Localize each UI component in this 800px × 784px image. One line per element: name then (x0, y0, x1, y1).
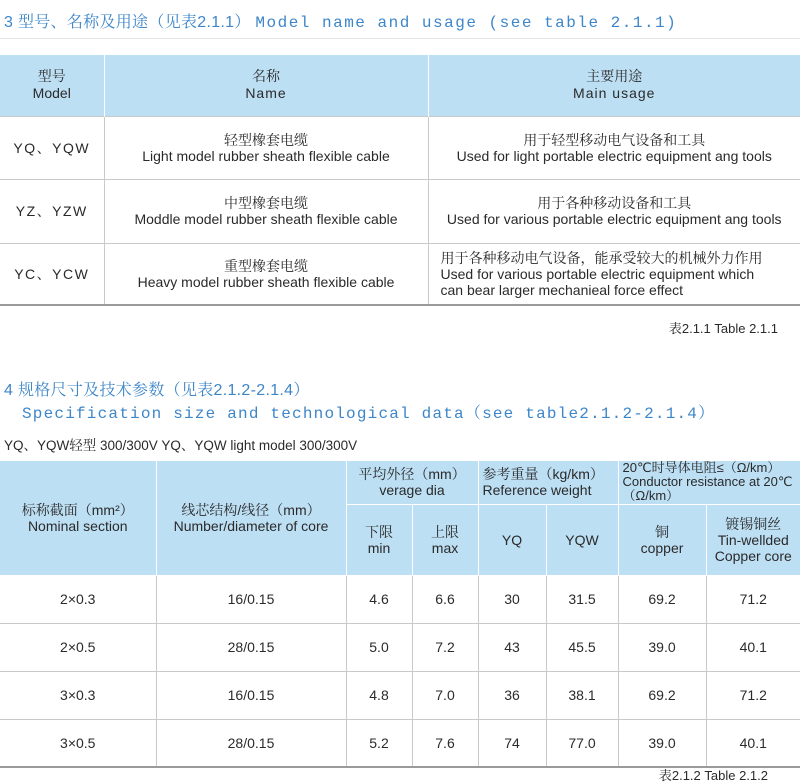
header-section: 标称截面（mm²） Nominal section (0, 461, 156, 575)
section-cell: 3×0.3 (0, 671, 156, 719)
yqw-cell: 77.0 (546, 719, 618, 767)
model-cell: YQ、YQW (0, 116, 104, 179)
copper-cell: 39.0 (618, 719, 706, 767)
max-cell: 7.6 (412, 719, 478, 767)
yqw-cell: 38.1 (546, 671, 618, 719)
table-row (0, 179, 800, 243)
core-cell: 16/0.15 (156, 575, 346, 623)
section3-title-en: Model name and usage (see table 2.1.1) (255, 14, 678, 32)
yqw-cell: 31.5 (546, 575, 618, 623)
header-core: 线芯结构/线径（mm） Number/diameter of core (156, 461, 346, 575)
tin-cell: 71.2 (706, 671, 800, 719)
core-cell: 28/0.15 (156, 719, 346, 767)
max-cell: 7.0 (412, 671, 478, 719)
model-usage-table (0, 55, 800, 306)
table-row (0, 623, 800, 671)
header-usage: 主要用途 Main usage (428, 55, 800, 116)
core-cell: 16/0.15 (156, 671, 346, 719)
usage-cell: 用于各种移动电气设备，能承受较大的机械外力作用 Used for various portable electric equipment which can bear larger mechanieal force effect (428, 243, 800, 305)
model-cell: YZ、YZW (0, 179, 104, 243)
yq-cell: 74 (478, 719, 546, 767)
min-cell: 5.2 (346, 719, 412, 767)
name-cell: 中型橡套电缆 Moddle model rubber sheath flexible cable (104, 179, 428, 243)
header-copper: 铜 copper (618, 504, 706, 575)
header-model: 型号 Model (0, 55, 104, 116)
usage-cell: 用于轻型移动电气设备和工具 Used for light portable electric equipment ang tools (428, 116, 800, 179)
header-dia: 平均外径（mm） verage dia (346, 461, 478, 504)
section3-title (4, 9, 677, 32)
table1-caption: 表2.1.1 Table 2.1.1 (668, 321, 778, 336)
tin-cell: 40.1 (706, 719, 800, 767)
section3-title-cn: 3 型号、名称及用途（见表2.1.1） (4, 14, 251, 31)
yq-cell: 36 (478, 671, 546, 719)
tin-cell: 40.1 (706, 623, 800, 671)
max-cell: 6.6 (412, 575, 478, 623)
name-cell: 重型橡套电缆 Heavy model rubber sheath flexible cable (104, 243, 428, 305)
header-tin: 镀锡铜丝 Tin-wellded Copper core (706, 504, 800, 575)
copper-cell: 69.2 (618, 575, 706, 623)
model-cell: YC、YCW (0, 243, 104, 305)
table-row (0, 243, 800, 305)
section4-title-cn: 4 规格尺寸及技术参数（见表2.1.2-2.1.4） (4, 382, 310, 399)
yqw-cell: 45.5 (546, 623, 618, 671)
header-resistance: 20℃时导体电阻≤（Ω/km） Conductor resistance at 20℃ （Ω/km） (618, 461, 800, 504)
section-cell: 2×0.5 (0, 623, 156, 671)
table2-subtitle: YQ、YQW轻型 300/300V YQ、YQW light model 300/300V (4, 438, 358, 453)
name-cell: 轻型橡套电缆 Light model rubber sheath flexible cable (104, 116, 428, 179)
table-header-row (0, 461, 800, 504)
min-cell: 4.6 (346, 575, 412, 623)
usage-cell: 用于各种移动设备和工具 Used for various portable electric equipment ang tools (428, 179, 800, 243)
copper-cell: 69.2 (618, 671, 706, 719)
min-cell: 5.0 (346, 623, 412, 671)
table-row (0, 575, 800, 623)
min-cell: 4.8 (346, 671, 412, 719)
tin-cell: 71.2 (706, 575, 800, 623)
yq-cell: 30 (478, 575, 546, 623)
header-yq: YQ (478, 504, 546, 575)
header-max: 上限 max (412, 504, 478, 575)
header-min: 下限 min (346, 504, 412, 575)
header-weight: 参考重量（kg/km） Reference weight (478, 461, 618, 504)
header-name: 名称 Name (104, 55, 428, 116)
header-yqw: YQW (546, 504, 618, 575)
copper-cell: 39.0 (618, 623, 706, 671)
table2-caption: 表2.1.2 Table 2.1.2 (658, 768, 768, 783)
section-cell: 3×0.5 (0, 719, 156, 767)
table-header-row (0, 55, 800, 116)
spec-table (0, 461, 800, 768)
core-cell: 28/0.15 (156, 623, 346, 671)
section4-title-en: Specification size and technological data（see table2.1.2-2.1.4） (22, 405, 716, 423)
table-row (0, 671, 800, 719)
title-divider (0, 38, 800, 39)
yq-cell: 43 (478, 623, 546, 671)
table-row (0, 719, 800, 767)
table-row (0, 116, 800, 179)
section-cell: 2×0.3 (0, 575, 156, 623)
max-cell: 7.2 (412, 623, 478, 671)
